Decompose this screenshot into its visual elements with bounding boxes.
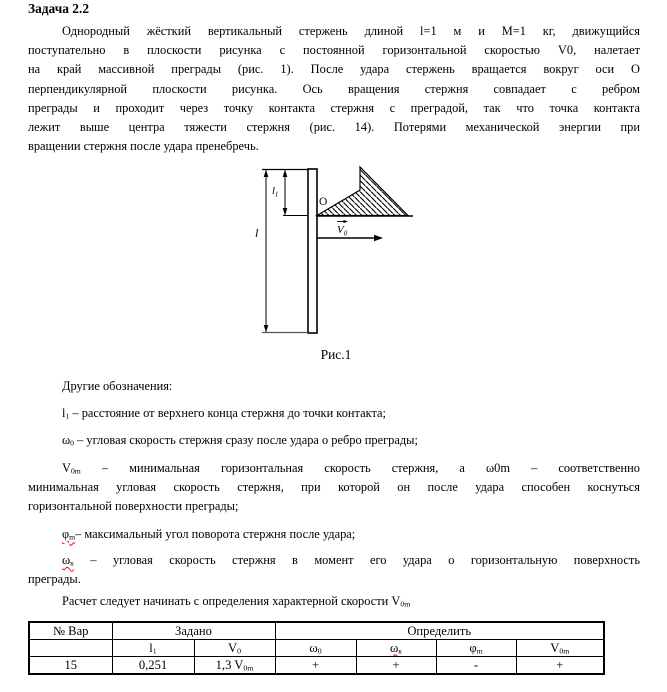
table-subheader-row [29, 640, 604, 657]
text-line: Однородный жёсткий вертикальный стержень длиной l=1 м и M=1 кг, движущийся [62, 24, 640, 38]
l-label: l [255, 226, 259, 240]
l1-dimension-arrow [283, 170, 288, 216]
rod [308, 169, 317, 333]
var-number-cell: 15 [29, 657, 112, 675]
text-line: минимальная угловая скорость стержня, при которой он после удара способен коснуться [28, 480, 640, 495]
text-line: $V_{0m}$ – минимальная горизонтальная скорость стержня, а ω0m – соответственно [62, 461, 640, 476]
note-phi-m [28, 525, 640, 544]
obstacle-wedge [317, 167, 413, 216]
figure-caption: Рис.1 [320, 347, 352, 362]
omega0-flag-cell: + [275, 657, 356, 675]
figure-1 [250, 164, 420, 369]
text-line: поступательно в плоскости рисунка с постоянной горизонтальной скоростью V0, налетает [28, 43, 640, 58]
note-omega0 [28, 431, 640, 450]
variants-table [28, 621, 605, 675]
pivot-O-label: O [319, 196, 328, 208]
col-omega0-header: $\omega_0$ [275, 640, 356, 657]
text-line: $\omega_к$ – угловая скорость стержня в момент его удара о горизонтальную поверхность [62, 553, 640, 568]
text-line: Расчет следует начинать с определения характерной скорости $V_{0m}$ [62, 594, 411, 609]
col-omegak-header: $\omega_к$ [356, 640, 436, 657]
v0m-flag-cell: + [516, 657, 604, 675]
v0-label [337, 220, 348, 238]
note-v0m [28, 459, 640, 517]
v0-value-cell: 1,3 $V_{0m}$ [194, 657, 275, 675]
note-calc [28, 592, 640, 611]
col-v0-header: $V_0$ [194, 640, 275, 657]
find-header-cell: Определить [275, 622, 604, 640]
l-dimension-arrow [264, 170, 269, 333]
empty-cell [29, 640, 112, 657]
text-line: преграды. [28, 572, 81, 587]
text-line: на край массивной преграды (рис. 1). После удара стержень вращается вокруг оси О [28, 62, 640, 77]
intro-paragraph [28, 22, 640, 156]
v0-arrow [317, 235, 383, 241]
text-line: $\varphi_m-$ максимальный угол поворота стержня после удара; [62, 527, 356, 542]
var-header-cell: № Вар [29, 622, 112, 640]
table-data-row [29, 657, 604, 675]
col-phim-header: $\varphi_m$ [436, 640, 516, 657]
notes-heading [28, 377, 640, 396]
text-line: Другие обозначения: [62, 379, 173, 393]
note-l1 [28, 404, 640, 423]
problem-title: Задача 2.2 [28, 1, 90, 16]
l1-label: $l_1$ [272, 186, 279, 199]
l1-value-cell: 0,251 [112, 657, 194, 675]
text-line: преграды и проходит через точку контакта стержня с преградой, так что точка контакта [28, 100, 640, 115]
given-header-cell: Задано [112, 622, 275, 640]
text-line: вращении стержня после удара пренебречь. [28, 139, 259, 154]
col-l1-header: $l_1$ [112, 640, 194, 657]
phim-flag-cell: - [436, 657, 516, 675]
text-line: лежит выше центра тяжести стержня (рис. 14). Потерями механической энергии при [28, 120, 640, 135]
text-line: перпендикулярной плоскости рисунка. Ось вращения стержня совпадает с ребром [28, 81, 640, 96]
col-v0m-header: $V_{0m}$ [516, 640, 604, 657]
note-omega-k [28, 551, 640, 589]
omegak-flag-cell: + [356, 657, 436, 675]
table-header-row [29, 622, 604, 640]
text-line: $l_1$ – расстояние от верхнего конца стержня до точки контакта; [62, 406, 386, 421]
svg-text:V0: $V_0$ [337, 224, 348, 238]
text-line: горизонтальной поверхности преграды; [28, 499, 239, 514]
text-line: $\omega_0$ – угловая скорость стержня сразу после удара о ребро преграды; [62, 433, 418, 448]
